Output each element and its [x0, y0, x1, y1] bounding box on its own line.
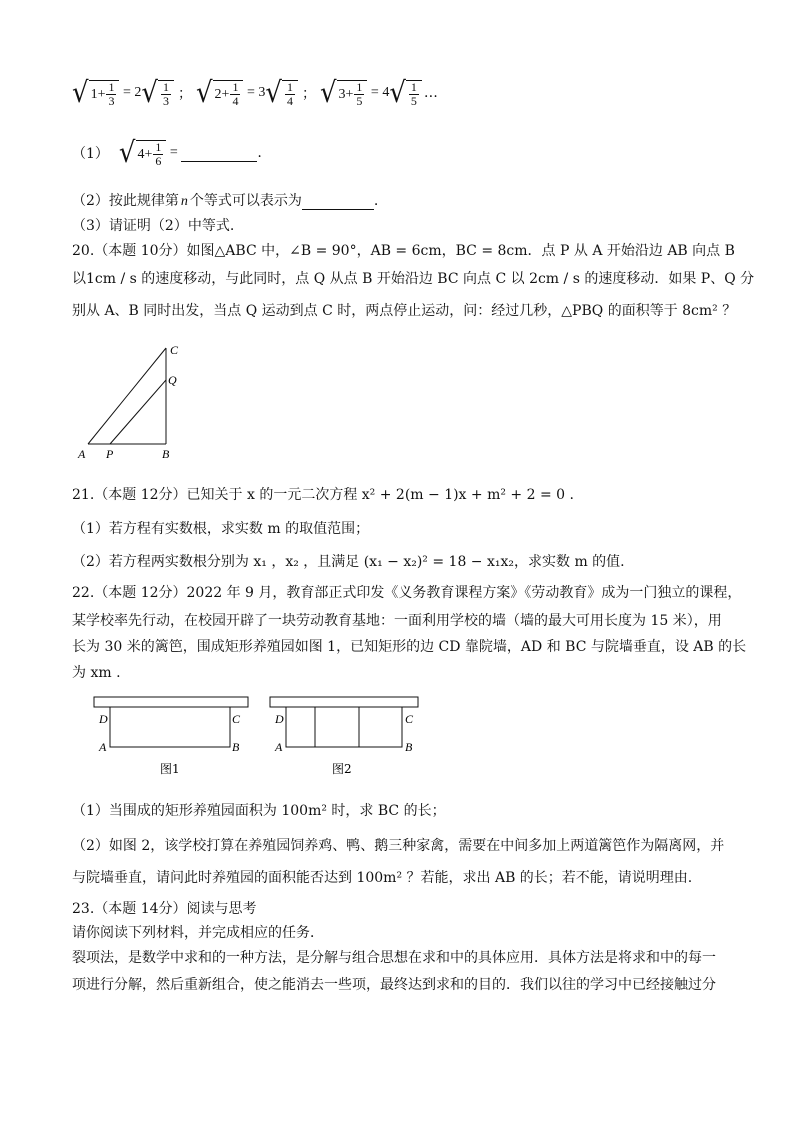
svg-text:A: A [275, 740, 283, 754]
svg-text:B: B [232, 740, 240, 754]
sqrt-expr-3: √ 3 + $\frac{1}{5}$ [320, 78, 367, 108]
label-B: B [162, 447, 170, 461]
pattern-equations: √ 1 + $\frac{1}{3}$ = 2 √ $\frac{1}{3}$ ； √ 2 + $\frac{1}{4}$ = 3 √ $\frac{1}{4}$ ； √ 3 + $\frac{1}{5}$ = 4 √ $\frac{1}{5}$ … [72, 76, 438, 110]
label-C: C [170, 343, 179, 357]
answer-blank-2[interactable] [302, 195, 374, 210]
q22-figure-1 [88, 693, 258, 783]
svg-text:C: C [232, 712, 241, 726]
q20-line2: 以1cm / s 的速度移动，与此同时，点 Q 从点 B 开始沿边 BC 向点 C 以 2cm / s 的速度移动．如果 P、Q 分 [72, 271, 755, 287]
q20-line3: 别从 A、B 同时出发，当点 Q 运动到点 C 时，两点停止运动，问：经过几秒，△PBQ 的面积等于 8cm² ？ [72, 303, 737, 319]
label-P: P [106, 447, 114, 461]
q23-intro: 请你阅读下列材料，并完成相应的任务． [72, 925, 324, 941]
q23-title: 23.（本题 14分）阅读与思考 [72, 901, 257, 917]
q21-line3: （2）若方程两实数根分别为 x₁ ，x₂ ，且满足 (x₁ − x₂)² = 18 − x₁x₂，求实数 m 的值. [72, 554, 625, 570]
q22-line4: 为 xm . [72, 665, 121, 681]
q19-part1: （1） √ 4 + $\frac{1}{6}$ = . [72, 136, 262, 170]
label-A: A [78, 447, 86, 461]
q22-figure-2 [266, 693, 426, 783]
q21-line2: （1）若方程有实数根，求实数 m 的取值范围； [72, 521, 370, 537]
label-Q: Q [168, 373, 177, 387]
q22-part1: （1）当围成的矩形养殖园面积为 100m² 时，求 BC 的长； [72, 803, 446, 819]
q22-line1: 22.（本题 12分）2022 年 9 月，教育部正式印发《义务教育课程方案》《劳动教育》成为一门独立的课程， [72, 585, 742, 601]
q23-material-line2: 项进行分解，然后重新组合，使之能消去一些项，最终达到求和的目的．我们以往的学习中已经接触过分 [72, 977, 716, 993]
q20-line1: 20.（本题 10分）如图△ABC 中，∠B = 90°，AB = 6cm，BC = 8cm．点 P 从 A 开始沿边 AB 向点 B [72, 243, 735, 259]
svg-text:A: A [99, 740, 107, 754]
q22-line2: 某学校率先行动，在校园开辟了一块劳动教育基地：一面利用学校的墙（墙的最大可用长度为 15 米），用 [72, 613, 722, 629]
answer-blank-1[interactable] [181, 145, 257, 162]
sqrt-expr-2: √ 2 + $\frac{1}{4}$ [196, 78, 243, 108]
svg-text:C: C [405, 712, 414, 726]
q23-material-line1: 裂项法，是数学中求和的一种方法，是分解与组合思想在求和中的具体应用．具体方法是将求和中的每一 [72, 950, 716, 966]
q21-line1: 21.（本题 12分）已知关于 x 的一元二次方程 x² + 2(m − 1)x + m² + 2 = 0 . [72, 487, 574, 503]
sqrt-expr-1: √ 1 + $\frac{1}{3}$ [72, 78, 119, 108]
q22-part2-line2: 与院墙垂直，请问此时养殖园的面积能否达到 100m² ？若能，求出 AB 的长；若不能，请说明理由. [72, 870, 693, 886]
svg-text:B: B [405, 740, 413, 754]
svg-text:图1: 图1 [160, 762, 180, 776]
q22-line3: 长为 30 米的篱笆，围成矩形养殖园如图 1，已知矩形的边 CD 靠院墙，AD 和 BC 与院墙垂直，设 AB 的长 [72, 639, 747, 655]
q22-part2-line1: （2）如图 2，该学校打算在养殖园饲养鸡、鸭、鹅三种家禽，需要在中间多加上两道篱笆作为隔离网，并 [72, 838, 725, 854]
q19-part3: （3）请证明（2）中等式. [72, 218, 235, 234]
svg-text:D: D [275, 712, 284, 726]
svg-text:D: D [99, 712, 108, 726]
q20-triangle-figure [72, 338, 202, 463]
svg-text:图2: 图2 [332, 762, 352, 776]
q19-part2: （2）按此规律第 n 个等式可以表示为 . [72, 193, 379, 209]
